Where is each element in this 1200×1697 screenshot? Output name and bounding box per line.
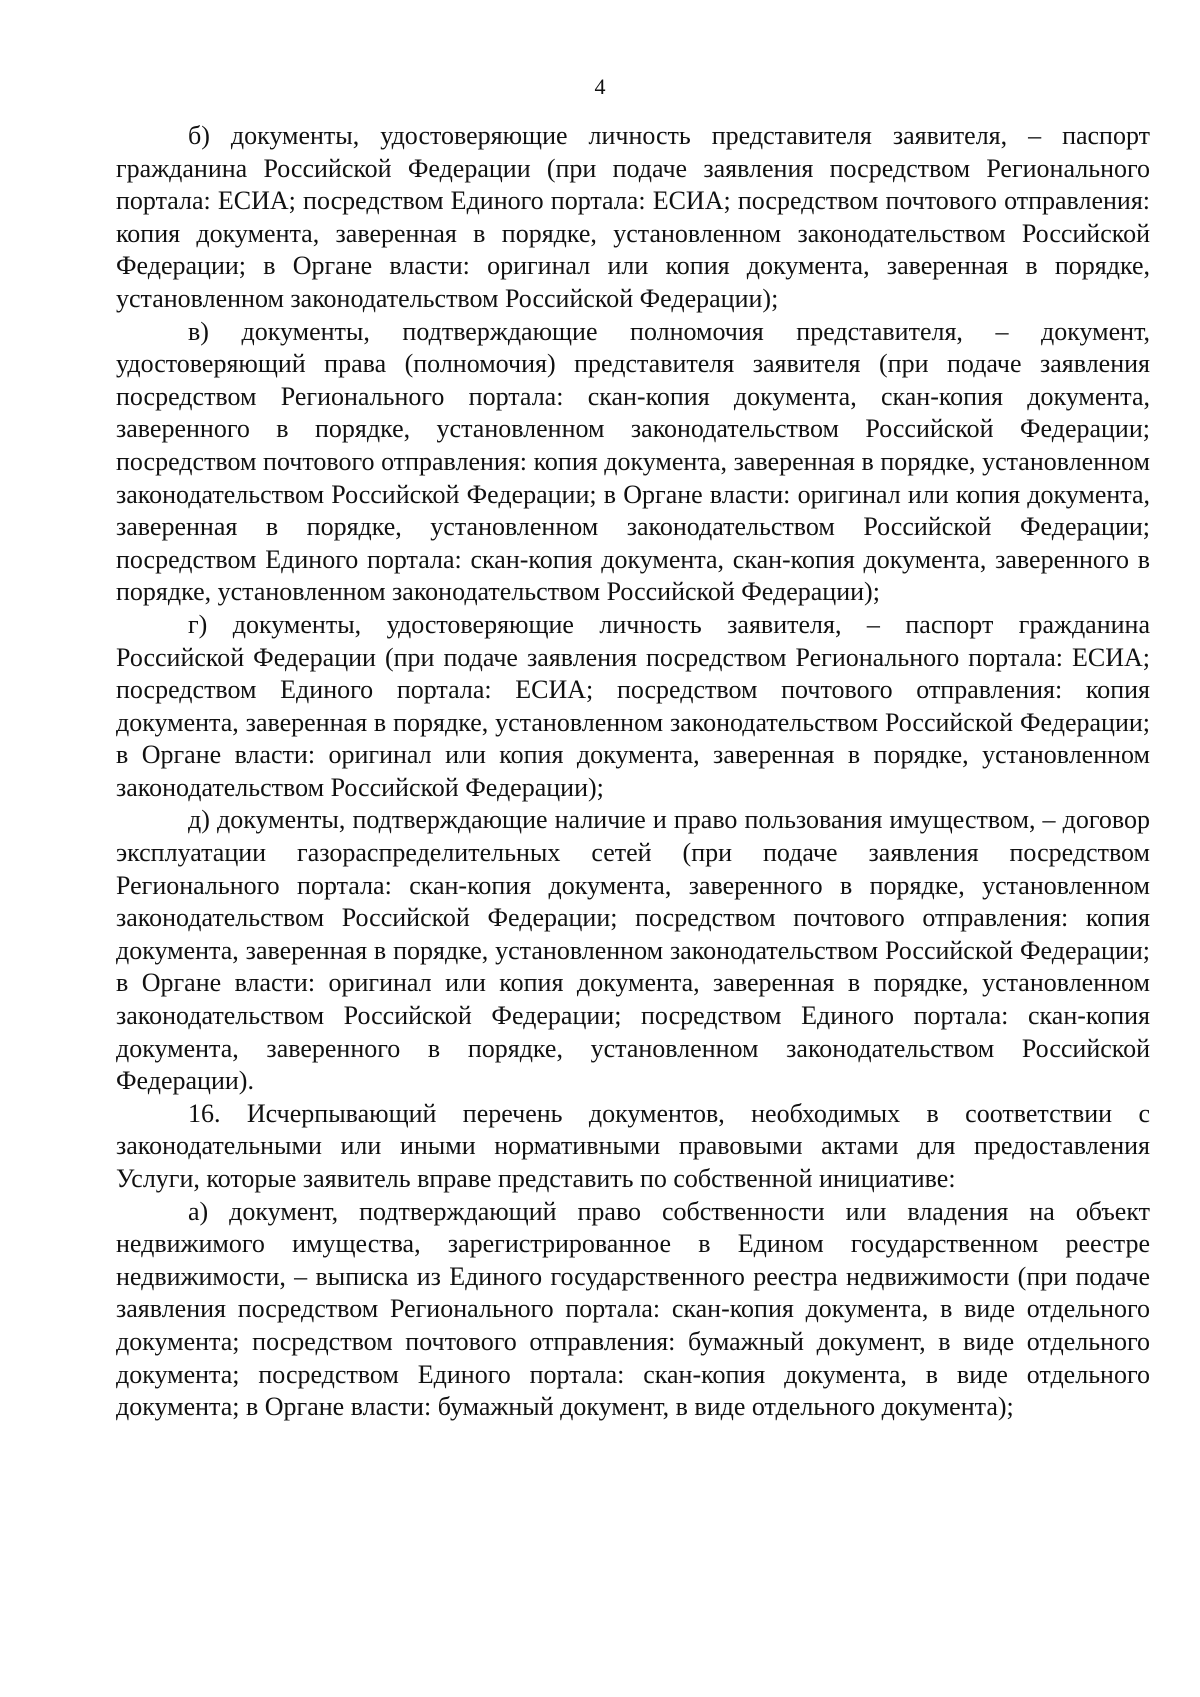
paragraph-v-representative-authority: в) документы, подтверждающие полномочия представителя, – документ, удостоверяющий права (полномочия) представителя заявителя (при подаче заявления посредством Регионального портала: скан-копия документа, скан-копия документа, заверенного в порядке, установленном законодательством Российской Федерации; посредством почтового отправления: копия документа, заверенная в порядке, установленном законодательством Российской Федерации; в Органе власти: оригинал или копия документа, заверенная в порядке, установленном законодательством Российской Федерации; посредством Единого портала: скан-копия документа, скан-копия документа, заверенного в порядке, установленном законодательством Российской Федерации); — [116, 316, 1150, 607]
paragraph-g-applicant-identity: г) документы, удостоверяющие личность заявителя, – паспорт гражданина Российской Федерации (при подаче заявления посредством Регионального портала: ЕСИА; посредством Единого портала: ЕСИА; посредством почтового отправления: копия документа, заверенная в порядке, установленном законодательством Российской Федерации; в Органе власти: оригинал или копия документа, заверенная в порядке, установленном законодательством Российской Федерации); — [116, 609, 1150, 802]
paragraph-b-representative-identity: б) документы, удостоверяющие личность представителя заявителя, – паспорт гражданина Российской Федерации (при подаче заявления посредством Регионального портала: ЕСИА; посредством Единого портала: ЕСИА; посредством почтового отправления: копия документа, заверенная в порядке, установленном законодательством Российской Федерации; в Органе власти: оригинал или копия документа, заверенная в порядке, установленном законодательством Российской Федерации); — [116, 121, 1150, 313]
document-body — [116, 120, 1150, 1424]
paragraph-a-ownership-document: а) документ, подтверждающий право собственности или владения на объект недвижимого имущества, зарегистрированное в Едином государственном реестре недвижимости, – выписка из Единого государственного реестра недвижимости (при подаче заявления посредством Регионального портала: скан-копия документа, в виде отдельного документа; посредством почтового отправления: бумажный документ, в виде отдельного документа; посредством Единого портала: скан-копия документа, в виде отдельного документа; в Органе власти: бумажный документ, в виде отдельного документа); — [116, 1196, 1150, 1422]
page-number: 4 — [594, 74, 606, 99]
paragraph-16-optional-documents: 16. Исчерпывающий перечень документов, необходимых в соответствии с законодательными или иными нормативными правовыми актами для предоставления Услуги, которые заявитель вправе представить по собственной инициативе: — [116, 1098, 1150, 1193]
paragraph-d-property-rights: д) документы, подтверждающие наличие и право пользования имуществом, – договор эксплуатации газораспределительных сетей (при подаче заявления посредством Регионального портала: скан-копия документа, заверенного в порядке, установленном законодательством Российской Федерации; посредством почтового отправления: копия документа, заверенная в порядке, установленном законодательством Российской Федерации; в Органе власти: оригинал или копия документа, заверенная в порядке, установленном законодательством Российской Федерации; посредством Единого портала: скан-копия документа, заверенного в порядке, установленном законодательством Российской Федерации). — [116, 805, 1150, 1096]
